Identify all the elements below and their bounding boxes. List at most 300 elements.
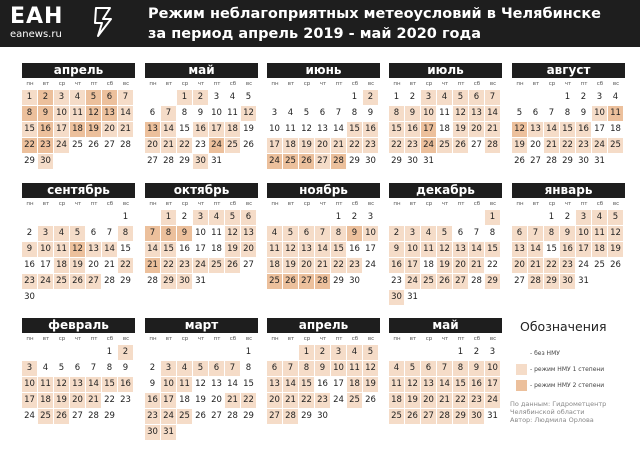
day-cell: 16 bbox=[405, 122, 420, 137]
days-grid bbox=[22, 345, 135, 424]
day-cell: 28 bbox=[485, 138, 500, 153]
day-cell: 16 bbox=[389, 258, 404, 273]
day-cell: 24 bbox=[38, 274, 53, 289]
day-cell: 22 bbox=[161, 258, 176, 273]
weekday-label: чт bbox=[441, 201, 449, 207]
day-cell: 21 bbox=[118, 122, 133, 137]
legend-label: - без НМУ bbox=[530, 350, 560, 357]
day-cell: 13 bbox=[102, 106, 117, 121]
day-cell: 24 bbox=[209, 138, 224, 153]
weekday-label: чт bbox=[441, 81, 449, 87]
day-cell: 7 bbox=[90, 363, 97, 373]
empty-cell bbox=[283, 345, 298, 360]
day-cell: 22 bbox=[331, 258, 346, 273]
day-cell: 3 bbox=[331, 345, 346, 360]
weekday-label: ср bbox=[303, 81, 311, 87]
weekday-label: сб bbox=[229, 336, 237, 342]
weekday-label: вс bbox=[122, 81, 130, 87]
weekday-label: чт bbox=[564, 81, 572, 87]
day-cell: 21 bbox=[528, 258, 543, 273]
day-cell: 25 bbox=[177, 409, 192, 424]
weekday-label: сб bbox=[596, 81, 604, 87]
empty-cell bbox=[389, 210, 404, 225]
day-cell: 29 bbox=[333, 276, 344, 286]
day-cell: 27 bbox=[421, 409, 436, 424]
day-cell: 13 bbox=[528, 122, 543, 137]
empty-cell bbox=[405, 345, 420, 360]
day-cell: 6 bbox=[532, 108, 539, 118]
day-cell: 30 bbox=[38, 154, 53, 169]
logo[interactable] bbox=[10, 4, 112, 44]
day-cell: 24 bbox=[54, 138, 69, 153]
weekday-label: вт bbox=[42, 336, 50, 342]
legend-swatch bbox=[516, 364, 527, 375]
day-cell: 8 bbox=[22, 106, 37, 121]
day-cell: 8 bbox=[161, 226, 176, 241]
day-cell: 10 bbox=[161, 377, 176, 392]
day-cell: 6 bbox=[149, 108, 156, 118]
day-cell: 4 bbox=[389, 361, 404, 376]
day-cell: 6 bbox=[512, 226, 527, 241]
day-cell: 17 bbox=[365, 244, 376, 254]
empty-cell bbox=[193, 345, 208, 360]
day-cell: 8 bbox=[181, 108, 188, 118]
month-calendar bbox=[145, 318, 258, 440]
day-cell: 19 bbox=[405, 393, 420, 408]
days-grid bbox=[145, 345, 258, 440]
day-cell: 8 bbox=[453, 361, 468, 376]
empty-cell bbox=[283, 90, 298, 105]
month-title: июль bbox=[389, 63, 502, 78]
day-cell: 9 bbox=[405, 106, 420, 121]
day-cell: 3 bbox=[38, 226, 53, 241]
day-cell: 5 bbox=[303, 108, 310, 118]
weekday-label: чт bbox=[197, 336, 205, 342]
empty-cell bbox=[267, 210, 282, 225]
day-cell: 31 bbox=[487, 411, 498, 421]
day-cell: 8 bbox=[245, 363, 252, 373]
weekday-label: пт bbox=[213, 201, 221, 207]
day-cell: 6 bbox=[421, 361, 436, 376]
weekday-label: пн bbox=[271, 201, 279, 207]
day-cell: 12 bbox=[283, 242, 298, 257]
weekday-label: вт bbox=[532, 201, 540, 207]
day-cell: 17 bbox=[209, 122, 224, 137]
days-grid bbox=[389, 345, 502, 424]
weekday-label: чт bbox=[319, 201, 327, 207]
day-cell: 14 bbox=[485, 106, 500, 121]
day-cell: 15 bbox=[120, 244, 131, 254]
empty-cell bbox=[299, 90, 314, 105]
month-title: сентябрь bbox=[22, 183, 135, 198]
day-cell: 28 bbox=[88, 411, 99, 421]
weekday-header bbox=[145, 200, 258, 209]
day-cell: 15 bbox=[560, 122, 575, 137]
day-cell: 10 bbox=[211, 108, 222, 118]
weekday-label: сб bbox=[106, 201, 114, 207]
empty-cell bbox=[161, 345, 176, 360]
weekday-label: вт bbox=[165, 336, 173, 342]
month-calendar bbox=[512, 63, 625, 169]
source-line: Челябинской области bbox=[510, 408, 585, 416]
day-cell: 12 bbox=[437, 242, 452, 257]
day-cell: 6 bbox=[457, 228, 464, 238]
day-cell: 17 bbox=[405, 258, 420, 273]
month-title: январь bbox=[512, 183, 625, 198]
month-title: август bbox=[512, 63, 625, 78]
month-calendar bbox=[22, 183, 135, 305]
day-cell: 27 bbox=[530, 156, 541, 166]
weekday-label: пт bbox=[580, 81, 588, 87]
empty-cell bbox=[315, 90, 330, 105]
weekday-header bbox=[22, 335, 135, 344]
day-cell: 12 bbox=[405, 377, 420, 392]
weekday-label: пн bbox=[271, 336, 279, 342]
day-cell: 9 bbox=[315, 361, 330, 376]
day-cell: 22 bbox=[347, 138, 362, 153]
day-cell: 19 bbox=[608, 242, 623, 257]
weekday-header bbox=[145, 80, 258, 89]
day-cell: 20 bbox=[299, 258, 314, 273]
day-cell: 14 bbox=[86, 377, 101, 392]
weekday-label: чт bbox=[74, 201, 82, 207]
day-cell: 31 bbox=[578, 276, 589, 286]
weekday-label: вт bbox=[532, 81, 540, 87]
day-cell: 3 bbox=[213, 92, 220, 102]
day-cell: 27 bbox=[315, 154, 330, 169]
day-cell: 22 bbox=[241, 393, 256, 408]
month-title: апрель bbox=[267, 318, 380, 333]
day-cell: 17 bbox=[485, 377, 500, 392]
day-cell: 28 bbox=[147, 276, 158, 286]
day-cell: 3 bbox=[405, 226, 420, 241]
day-cell: 30 bbox=[469, 409, 484, 424]
day-cell: 21 bbox=[161, 138, 176, 153]
day-cell: 24 bbox=[405, 274, 420, 289]
day-cell: 5 bbox=[283, 226, 298, 241]
days-grid bbox=[512, 210, 625, 289]
day-cell: 25 bbox=[389, 409, 404, 424]
day-cell: 20 bbox=[315, 138, 330, 153]
day-cell: 22 bbox=[118, 258, 133, 273]
day-cell: 23 bbox=[576, 138, 591, 153]
day-cell: 10 bbox=[421, 106, 436, 121]
weekday-label: чт bbox=[319, 81, 327, 87]
day-cell: 5 bbox=[225, 210, 240, 225]
day-cell: 5 bbox=[516, 108, 523, 118]
day-cell: 16 bbox=[38, 122, 53, 137]
month-calendar bbox=[267, 318, 380, 424]
day-cell: 31 bbox=[161, 425, 176, 440]
empty-cell bbox=[22, 345, 37, 360]
day-cell: 21 bbox=[469, 258, 484, 273]
weekday-label: пн bbox=[149, 81, 157, 87]
day-cell: 29 bbox=[485, 274, 500, 289]
day-cell: 29 bbox=[161, 274, 176, 289]
day-cell: 2 bbox=[38, 90, 53, 105]
day-cell: 10 bbox=[269, 124, 280, 134]
weekday-header bbox=[22, 200, 135, 209]
day-cell: 4 bbox=[592, 210, 607, 225]
day-cell: 3 bbox=[489, 347, 496, 357]
weekday-label: вс bbox=[367, 81, 375, 87]
day-cell: 14 bbox=[118, 106, 133, 121]
weekday-label: ср bbox=[58, 81, 66, 87]
empty-cell bbox=[38, 210, 53, 225]
day-cell: 25 bbox=[421, 274, 436, 289]
empty-cell bbox=[86, 345, 101, 360]
empty-cell bbox=[528, 90, 543, 105]
weekday-label: сб bbox=[473, 336, 481, 342]
day-cell: 2 bbox=[564, 212, 571, 222]
day-cell: 7 bbox=[145, 226, 160, 241]
day-cell: 4 bbox=[287, 108, 294, 118]
day-cell: 5 bbox=[193, 361, 208, 376]
day-cell: 16 bbox=[193, 122, 208, 137]
day-cell: 8 bbox=[118, 226, 133, 241]
day-cell: 6 bbox=[102, 90, 117, 105]
empty-cell bbox=[389, 345, 404, 360]
weekday-label: вс bbox=[489, 81, 497, 87]
month-calendar bbox=[145, 63, 258, 169]
weekday-label: чт bbox=[74, 336, 82, 342]
day-cell: 11 bbox=[54, 242, 69, 257]
weekday-label: вт bbox=[409, 336, 417, 342]
day-cell: 15 bbox=[389, 122, 404, 137]
empty-cell bbox=[283, 210, 298, 225]
empty-cell bbox=[421, 345, 436, 360]
day-cell: 10 bbox=[331, 361, 346, 376]
weekday-label: ср bbox=[303, 336, 311, 342]
day-cell: 15 bbox=[485, 242, 500, 257]
day-cell: 12 bbox=[86, 106, 101, 121]
day-cell: 12 bbox=[512, 122, 527, 137]
day-cell: 13 bbox=[86, 242, 101, 257]
day-cell: 27 bbox=[471, 140, 482, 150]
day-cell: 14 bbox=[283, 377, 298, 392]
day-cell: 28 bbox=[546, 156, 557, 166]
empty-cell bbox=[437, 210, 452, 225]
empty-cell bbox=[331, 90, 346, 105]
weekday-label: сб bbox=[106, 81, 114, 87]
day-cell: 23 bbox=[363, 138, 378, 153]
day-cell: 1 bbox=[393, 92, 400, 102]
day-cell: 10 bbox=[363, 226, 378, 241]
weekday-label: пт bbox=[90, 336, 98, 342]
day-cell: 16 bbox=[118, 377, 133, 392]
day-cell: 2 bbox=[473, 347, 480, 357]
weekday-label: пт bbox=[580, 201, 588, 207]
day-cell: 18 bbox=[225, 122, 240, 137]
empty-cell bbox=[437, 345, 452, 360]
weekday-label: пт bbox=[213, 336, 221, 342]
day-cell: 3 bbox=[22, 361, 37, 376]
day-cell: 13 bbox=[241, 226, 256, 241]
day-cell: 8 bbox=[544, 226, 559, 241]
day-cell: 4 bbox=[209, 210, 224, 225]
day-cell: 26 bbox=[453, 138, 468, 153]
day-cell: 16 bbox=[576, 122, 591, 137]
legend-label: - режим НМУ 2 степени bbox=[530, 382, 605, 389]
weekday-header bbox=[267, 200, 380, 209]
day-cell: 18 bbox=[389, 393, 404, 408]
day-cell: 11 bbox=[38, 377, 53, 392]
day-cell: 16 bbox=[469, 377, 484, 392]
day-cell: 23 bbox=[177, 258, 192, 273]
day-cell: 17 bbox=[576, 242, 591, 257]
empty-cell bbox=[405, 210, 420, 225]
weekday-label: ср bbox=[548, 201, 556, 207]
day-cell: 4 bbox=[267, 226, 282, 241]
day-cell: 25 bbox=[267, 274, 282, 289]
weekday-label: ср bbox=[425, 201, 433, 207]
weekday-label: пт bbox=[457, 201, 465, 207]
day-cell: 15 bbox=[546, 244, 557, 254]
day-cell: 29 bbox=[24, 156, 35, 166]
weekday-label: сб bbox=[473, 201, 481, 207]
day-cell: 4 bbox=[54, 226, 69, 241]
day-cell: 20 bbox=[421, 393, 436, 408]
day-cell: 27 bbox=[243, 260, 254, 270]
day-cell: 22 bbox=[177, 138, 192, 153]
day-cell: 9 bbox=[122, 363, 129, 373]
day-cell: 20 bbox=[241, 242, 256, 257]
day-cell: 25 bbox=[347, 393, 362, 408]
day-cell: 18 bbox=[439, 124, 450, 134]
day-cell: 21 bbox=[104, 260, 115, 270]
day-cell: 5 bbox=[437, 226, 452, 241]
weekday-label: вт bbox=[409, 81, 417, 87]
weekday-label: пн bbox=[149, 201, 157, 207]
day-cell: 29 bbox=[544, 274, 559, 289]
weekday-label: пт bbox=[335, 81, 343, 87]
weekday-label: пн bbox=[26, 336, 34, 342]
day-cell: 23 bbox=[22, 274, 37, 289]
weekday-label: сб bbox=[473, 81, 481, 87]
day-cell: 15 bbox=[179, 124, 190, 134]
day-cell: 21 bbox=[315, 258, 330, 273]
weekday-label: вт bbox=[409, 201, 417, 207]
day-cell: 27 bbox=[86, 274, 101, 289]
day-cell: 11 bbox=[608, 106, 623, 121]
day-cell: 13 bbox=[70, 377, 85, 392]
day-cell: 29 bbox=[179, 156, 190, 166]
day-cell: 3 bbox=[193, 210, 208, 225]
weekday-label: чт bbox=[197, 81, 205, 87]
day-cell: 12 bbox=[363, 361, 378, 376]
day-cell: 16 bbox=[24, 260, 35, 270]
day-cell: 26 bbox=[405, 409, 420, 424]
day-cell: 25 bbox=[437, 138, 452, 153]
weekday-label: пт bbox=[90, 201, 98, 207]
day-cell: 19 bbox=[299, 138, 314, 153]
weekday-label: чт bbox=[441, 336, 449, 342]
day-cell: 11 bbox=[227, 108, 238, 118]
weekday-label: вс bbox=[122, 201, 130, 207]
day-cell: 30 bbox=[560, 274, 575, 289]
day-cell: 26 bbox=[365, 395, 376, 405]
month-calendar bbox=[389, 183, 502, 305]
weekday-header bbox=[145, 335, 258, 344]
day-cell: 10 bbox=[485, 361, 500, 376]
weekday-label: пн bbox=[393, 201, 401, 207]
day-cell: 21 bbox=[225, 393, 240, 408]
day-cell: 8 bbox=[331, 226, 346, 241]
day-cell: 16 bbox=[317, 379, 328, 389]
day-cell: 13 bbox=[145, 122, 160, 137]
empty-cell bbox=[102, 210, 117, 225]
empty-cell bbox=[22, 210, 37, 225]
day-cell: 6 bbox=[90, 228, 97, 238]
day-cell: 12 bbox=[225, 226, 240, 241]
author-line: Автор: Людмила Орлова bbox=[510, 416, 594, 424]
day-cell: 18 bbox=[423, 260, 434, 270]
day-cell: 26 bbox=[437, 274, 452, 289]
day-cell: 22 bbox=[104, 395, 115, 405]
weekday-label: пн bbox=[393, 336, 401, 342]
day-cell: 31 bbox=[594, 156, 605, 166]
day-cell: 28 bbox=[471, 276, 482, 286]
day-cell: 20 bbox=[88, 260, 99, 270]
day-cell: 30 bbox=[145, 425, 160, 440]
day-cell: 19 bbox=[195, 395, 206, 405]
weekday-label: вс bbox=[612, 201, 620, 207]
day-cell: 30 bbox=[24, 292, 35, 302]
day-cell: 22 bbox=[389, 138, 404, 153]
day-cell: 21 bbox=[485, 122, 500, 137]
day-cell: 3 bbox=[54, 90, 69, 105]
day-cell: 27 bbox=[211, 411, 222, 421]
day-cell: 9 bbox=[469, 361, 484, 376]
day-cell: 8 bbox=[299, 361, 314, 376]
weekday-label: вт bbox=[165, 81, 173, 87]
empty-cell bbox=[145, 90, 160, 105]
month-calendar bbox=[22, 63, 135, 169]
day-cell: 1 bbox=[548, 212, 555, 222]
day-cell: 10 bbox=[22, 377, 37, 392]
day-cell: 2 bbox=[149, 363, 156, 373]
day-cell: 17 bbox=[195, 244, 206, 254]
month-title: апрель bbox=[22, 63, 135, 78]
day-cell: 18 bbox=[267, 258, 282, 273]
day-cell: 26 bbox=[225, 258, 240, 273]
day-cell: 4 bbox=[70, 90, 85, 105]
day-cell: 24 bbox=[578, 260, 589, 270]
weekday-label: чт bbox=[319, 336, 327, 342]
day-cell: 10 bbox=[195, 228, 206, 238]
weekday-label: пт bbox=[335, 336, 343, 342]
day-cell: 4 bbox=[421, 226, 436, 241]
empty-cell bbox=[315, 210, 330, 225]
day-cell: 13 bbox=[267, 377, 282, 392]
day-cell: 8 bbox=[106, 363, 113, 373]
day-cell: 10 bbox=[405, 242, 420, 257]
day-cell: 18 bbox=[38, 393, 53, 408]
legend-item bbox=[516, 380, 640, 392]
day-cell: 23 bbox=[120, 395, 131, 405]
day-cell: 17 bbox=[267, 138, 282, 153]
day-cell: 3 bbox=[271, 108, 278, 118]
day-cell: 18 bbox=[283, 138, 298, 153]
day-cell: 8 bbox=[489, 228, 496, 238]
weekday-label: вс bbox=[245, 201, 253, 207]
empty-cell bbox=[512, 210, 527, 225]
day-cell: 17 bbox=[22, 393, 37, 408]
day-cell: 11 bbox=[267, 242, 282, 257]
day-cell: 2 bbox=[409, 92, 416, 102]
day-cell: 23 bbox=[38, 138, 53, 153]
day-cell: 4 bbox=[612, 92, 619, 102]
